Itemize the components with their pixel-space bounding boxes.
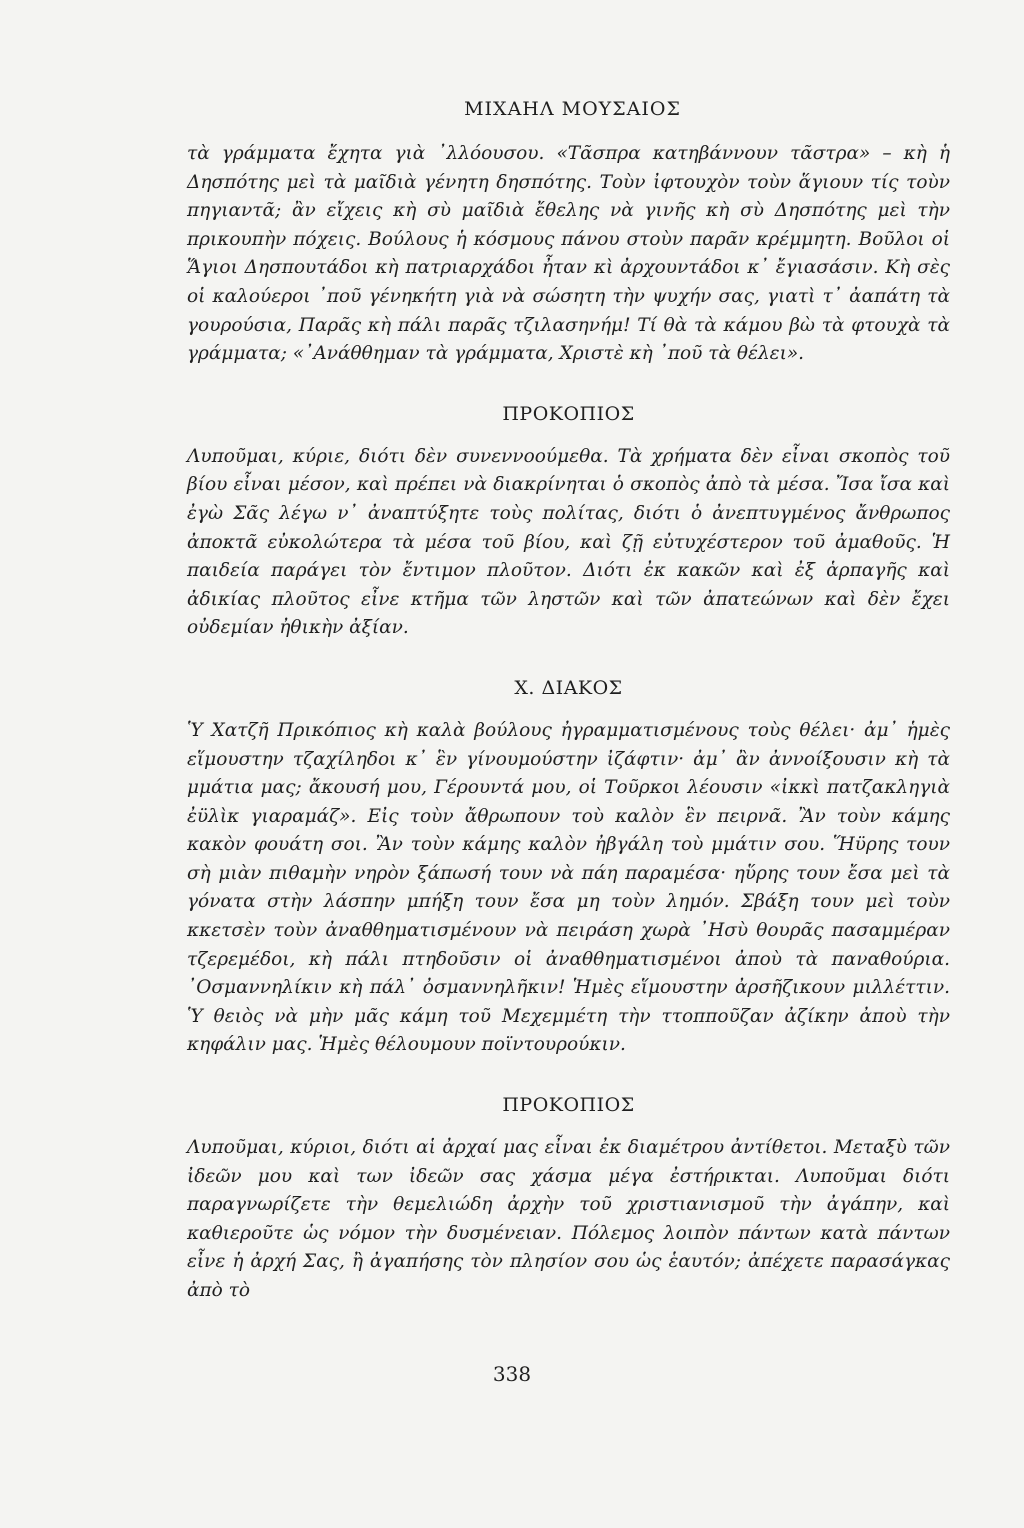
dialogue-paragraph: τὰ γράμματα ἔχητα γιὰ ᾿λλόουσου. «Τᾶσπρα κατηβάννουν τᾶστρα» – κὴ ἡ Δησπότης μεὶ τὰ μαῖδιὰ γένητη δησπότης. Τοὺν ἰφτουχὸν τοὺν ἅγιουν τίς τοὺν πηγιαντᾶ; ἂν εἴχεις κὴ σὺ μαῖδιὰ ἔθελης νὰ γινῆς κὴ σὺ Δησπότης μεὶ τὴν πρικουπὴν πόχεις. Βούλους ἡ κόσμους πάνου στοὺν παρᾶν κρέμμητη. Βοῦλοι οἱ Ἅγιοι Δησπουτάδοι κὴ πατριαρχάδοι ἦταν κὶ ἀρχουντάδοι κ᾿ ἔγιασάσιν. Κὴ σὲς οἱ καλούεροι ᾿ποῦ γένηκήτη γιὰ νὰ σώσητη τὴν ψυχήν σας, γιατὶ τ᾿ ἀαπάτη τὰ γουρούσια, Παρᾶς κὴ πάλι παρᾶς τζιλασηνήμ! Τί θὰ τὰ κάμου βὼ τὰ φτουχὰ τὰ γράμματα; «᾿Ανάθθημαν τὰ γράμματα, Χριστὲ κὴ ᾿ποῦ τὰ θέλει». <box>187 143 950 365</box>
speaker-heading: ΠΡΟΚΟΠΙΟΣ <box>502 1094 635 1117</box>
speech-block <box>187 443 950 643</box>
dialogue-paragraph: Λυποῦμαι, κύριε, διότι δὲν συνεννοούμεθα. Τὰ χρήματα δὲν εἶναι σκοπὸς τοῦ βίου εἶναι μέσον, καὶ πρέπει νὰ διακρίνηται ὁ σκοπὸς ἀπὸ τὰ μέσα. Ἴσα ἴσα καὶ ἐγὼ Σᾶς λέγω ν᾿ ἀναπτύξητε τοὺς πολίτας, διότι ὁ ἀνεπτυγμένος ἄνθρωπος ἀποκτᾶ εὐκολώτερα τὰ μέσα τοῦ βίου, καὶ ζῇ εὐτυχέστερον τοῦ ἀμαθοῦς. Ἡ παιδεία παράγει τὸν ἔντιμον πλοῦτον. Διότι ἐκ κακῶν καὶ ἐξ ἁρπαγῆς καὶ ἀδικίας πλοῦτος εἶνε κτῆμα τῶν ληστῶν καὶ τῶν ἀπατεώνων καὶ δὲν ἔχει οὐδεμίαν ἠθικὴν ἀξίαν. <box>187 445 950 639</box>
passage-continuation <box>187 140 950 369</box>
dialogue-paragraph: Ὑ Χατζῆ Πρικόπιος κὴ καλὰ βούλους ἠγραμματισμένους τοὺς θέλει· ἀμ᾿ ἡμὲς εἵμουστην τζαχίληδοι κ᾿ ἓν γίνουμούστην ἰζάφτιν· ἀμ᾿ ἂν ἀννοίξουσιν κὴ τὰ μμάτια μας; ἄκουσή μου, Γέρουντά μου, οἱ Τοῦρκοι λέουσιν «ἰκκὶ πατζακληγιὰ ἐϋλὶκ γιαραμάζ». Εἰς τοὺν ἄθρωπουν τοὺ καλὸν ἓν πειρνᾶ. Ἂν τοὺν κάμης κακὸν φουάτη σοι. Ἂν τοὺν κάμης καλὸν ἠβγάλη τοὺ μμάτιν σου. Ἥϋρης τουν σὴ μιὰν πιθαμὴν νηρὸν ξάπωσή τουν νὰ πάη παραμέσα· ηὕρης τουν ἔσα μεὶ τὰ γόνατα στὴν λάσπην μπήξη τουν ἔσα μη τοὺν λημόν. Σβάξη τουν μεὶ τοὺν κκετσὲν τοὺν ἀναθθηματισμένουν νὰ πειράση χωρὰ ᾿Ησὺ θουρᾶς πασαμμέραν τζερεμέδοι, κὴ πάλι πτηδοῦσιν οἱ ἀναθθηματισμένοι ἀποὺ τὰ παναθούρια. ᾿Οσμαννηλίκιν κὴ πάλ᾿ ὀσμαννηλῆκιν! Ἡμὲς εἵμουστην ἀρσῆζικουν μιλλέττιν. Ὑ θειὸς νὰ μὴν μᾶς κάμη τοῦ Μεχεμμέτη τὴν ττοπποῦζαν ἀζίκην ἀποὺ τὴν κηφάλιν μας. Ἡμὲς θέλουμουν ποϊντουρούκιν. <box>187 719 950 1056</box>
running-head: ΜΙΧΑΗΛ ΜΟΥΣΑΙΟΣ <box>464 98 681 120</box>
page-number: 338 <box>492 1362 532 1386</box>
speaker-heading: Χ. ΔΙΑΚΟΣ <box>514 676 623 699</box>
speech-block <box>187 1134 950 1306</box>
book-page <box>187 98 950 1306</box>
dialogue-paragraph: Λυποῦμαι, κύριοι, διότι αἱ ἀρχαί μας εἶναι ἐκ διαμέτρου ἀντίθετοι. Μεταξὺ τῶν ἰδεῶν μου καὶ των ἰδεῶν σας χάσμα μέγα ἐστήρικται. Λυποῦμαι διότι παραγνωρίζετε τὴν θεμελιώδη ἀρχὴν τοῦ χριστιανισμοῦ τὴν ἀγάπην, καὶ καθιεροῦτε ὡς νόμον τὴν δυσμένειαν. Πόλεμος λοιπὸν πάντων κατὰ πάντων εἶνε ἡ ἀρχή Σας, ἢ ἀγαπήσης τὸν πλησίον σου ὡς ἑαυτόν; ἀπέχετε παρασάγκας ἀπὸ τὸ <box>187 1137 950 1301</box>
speaker-heading: ΠΡΟΚΟΠΙΟΣ <box>502 402 635 425</box>
speech-block <box>187 717 950 1060</box>
